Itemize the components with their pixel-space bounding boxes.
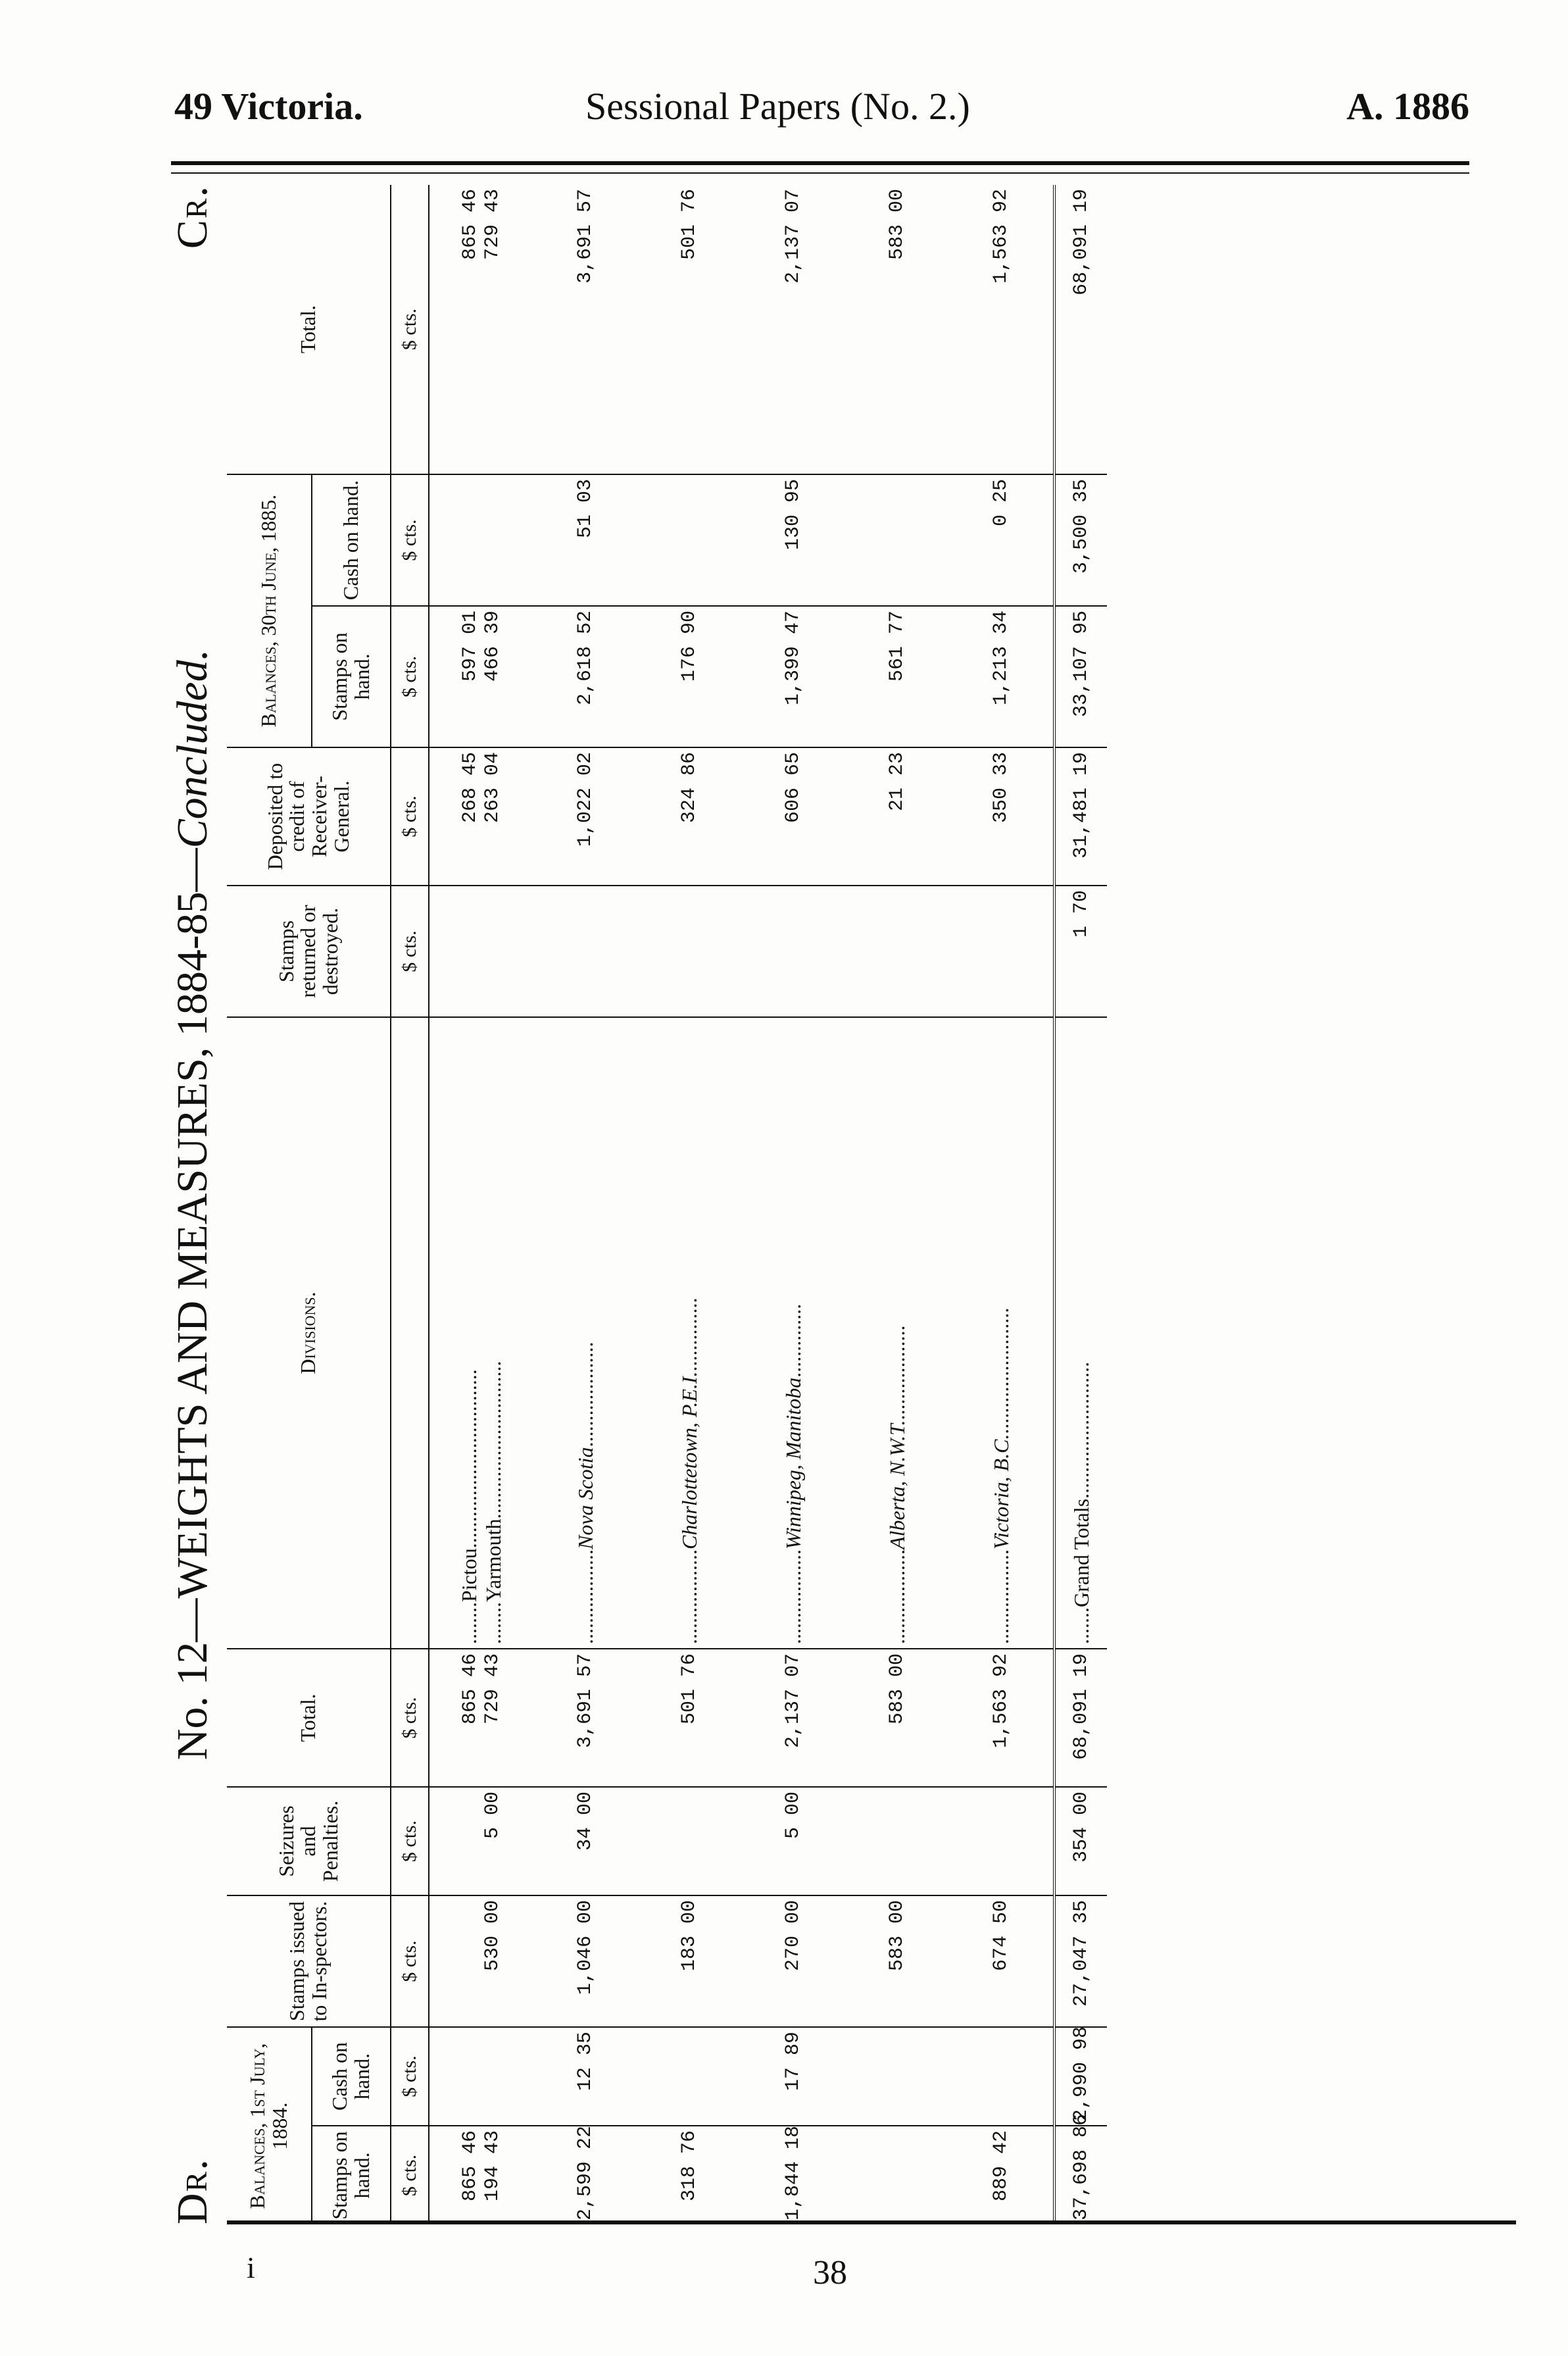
cell-returned [741, 886, 845, 1017]
cell-cash-1885 [845, 474, 949, 606]
cell-stamps-1884: 865 46 194 43 [429, 2126, 533, 2224]
col-stamps-on-hand-1885: Stamps on hand. [312, 606, 391, 747]
col-total-cr: Total. [227, 185, 391, 474]
cell-division: ..................Nova Scotia.................... [533, 1017, 637, 1649]
margin-mark: i [247, 2251, 255, 2284]
cell-cash-1884 [429, 2027, 533, 2126]
table-row [533, 185, 637, 2224]
cell-seizures [845, 1787, 949, 1895]
unit-cell: $ cts. [391, 1787, 429, 1895]
cell-total-dr: 583 00 [845, 1649, 949, 1787]
cell-stamps-1885: 176 90 [637, 606, 741, 747]
weights-measures-table [227, 185, 1107, 2224]
unit-cell: $ cts. [391, 2126, 429, 2224]
cell-deposited: 324 86 [637, 747, 741, 886]
cell-total-dr: 501 76 [637, 1649, 741, 1787]
cell-total-dr: 2,137 07 [741, 1649, 845, 1787]
group-balances-1884: Balances, 1st July, 1884. [227, 2027, 312, 2224]
total-cr: 68,091 19 [1054, 185, 1107, 474]
cell-total-cr: 2,137 07 [782, 188, 804, 284]
col-seizures: Seizures and Penalties. [227, 1787, 391, 1895]
col-cash-on-hand-1884: Cash on hand. [312, 2027, 391, 2126]
cell-total-cr: 865 46 729 43 [459, 188, 504, 261]
group-balances-1885: Balances, 30th June, 1885. [227, 474, 312, 747]
debit-label: Dr. [168, 2158, 216, 2224]
cell-returned [429, 886, 533, 1017]
header-rule-thin [171, 172, 1469, 174]
table-row [949, 185, 1054, 2224]
cell-total-cr: 583 00 [886, 188, 908, 261]
header-row-groups [227, 185, 312, 2224]
cell-stamps-1885: 1,213 34 [949, 606, 1054, 747]
unit-cell-blank [391, 1017, 429, 1649]
col-stamps-issued: Stamps issued to In-spectors. [227, 1895, 391, 2027]
cell-deposited: 268 45 263 04 [429, 747, 533, 886]
cell-seizures: 5 00 [429, 1787, 533, 1895]
cell-cash-1884 [845, 2027, 949, 2126]
cell-cash-1884: 17 89 [741, 2027, 845, 2126]
cell-division: ..................Charlottetown, P.E.I............... [637, 1017, 741, 1649]
unit-row [391, 185, 429, 2224]
unit-cell: $ cts. [391, 2027, 429, 2126]
cell-seizures: 34 00 [533, 1787, 637, 1895]
cell-deposited: 606 65 [741, 747, 845, 886]
cell-cash-1885: 0 25 [949, 474, 1054, 606]
unit-cell: $ cts. [391, 886, 429, 1017]
cell-stamps-1884: 318 76 [637, 2126, 741, 2224]
cell-stamps-1885: 597 01 466 39 [429, 606, 533, 747]
table-row [741, 185, 845, 2224]
col-divisions: Divisions. [227, 1017, 391, 1649]
unit-cell: $ cts. [391, 1895, 429, 2027]
cell-total-dr: 3,691 57 [533, 1649, 637, 1787]
cell-returned [845, 886, 949, 1017]
cell-stamps-1885: 2,618 52 [533, 606, 637, 747]
cell-division: ..................Victoria, B.C......................... [949, 1017, 1054, 1649]
cell-seizures [949, 1787, 1054, 1895]
total-seizures: 354 00 [1054, 1787, 1107, 1895]
cell-division: ........Pictou.................................. ........Yarmouth.............................. [429, 1017, 533, 1649]
cell-cash-1884 [949, 2027, 1054, 2126]
unit-cell: $ cts. [391, 185, 429, 474]
rotated-table-block [148, 185, 1496, 2224]
cell-total-dr: 865 46 729 43 [429, 1649, 533, 1787]
cell-issued: 270 00 [741, 1895, 845, 2027]
cell-stamps-1884: 889 42 [949, 2126, 1054, 2224]
cell-issued: 583 00 [845, 1895, 949, 2027]
table-row [429, 185, 533, 2224]
cell-division: ..................Alberta, N.W.T................... [845, 1017, 949, 1649]
cell-cash-1885 [429, 474, 533, 606]
credit-label: Cr. [168, 185, 216, 249]
col-cash-on-hand-1885: Cash on hand. [312, 474, 391, 606]
total-stamps-1885: 33,107 95 [1054, 606, 1107, 747]
cell-cash-1885 [637, 474, 741, 606]
unit-cell: $ cts. [391, 1649, 429, 1787]
total-issued: 27,047 35 [1054, 1895, 1107, 2027]
cell-division: ..................Winnipeg, Manitoba.............. [741, 1017, 845, 1649]
cell-returned [533, 886, 637, 1017]
cell-deposited: 1,022 02 [533, 747, 637, 886]
header-rule [171, 161, 1469, 165]
cell-issued: 1,046 00 [533, 1895, 637, 2027]
cell-deposited: 21 23 [845, 747, 949, 886]
total-deposited: 31,481 19 [1054, 747, 1107, 886]
page-number: 38 [813, 2254, 847, 2292]
cell-issued: 183 00 [637, 1895, 741, 2027]
total-dr: 68,091 19 [1054, 1649, 1107, 1787]
cell-total-cr: 501 76 [678, 188, 700, 261]
cell-stamps-1884: 1,844 18 [741, 2126, 845, 2224]
total-cash-1885: 3,500 35 [1054, 474, 1107, 606]
grand-totals-row [1054, 185, 1107, 2224]
cell-returned [949, 886, 1054, 1017]
running-head-left: 49 Victoria. [174, 85, 363, 128]
table-row [845, 185, 949, 2224]
cell-deposited: 350 33 [949, 747, 1054, 886]
cell-total-dr: 1,563 92 [949, 1649, 1054, 1787]
col-deposited: Deposited to credit of Receiver-General. [227, 747, 391, 886]
total-returned: 1 70 [1054, 886, 1107, 1017]
cell-total-cr: 3,691 57 [574, 188, 597, 284]
cell-stamps-1885: 561 77 [845, 606, 949, 747]
unit-cell: $ cts. [391, 606, 429, 747]
cell-returned [637, 886, 741, 1017]
cell-total-cr: 1,563 92 [990, 188, 1012, 284]
grand-totals-label: .......Grand Totals.......................... [1054, 1017, 1107, 1649]
cell-cash-1884 [637, 2027, 741, 2126]
total-cash-1884: 2,990 98 [1054, 2027, 1107, 2126]
unit-cell: $ cts. [391, 474, 429, 606]
cell-issued: 674 50 [949, 1895, 1054, 2027]
table-row [637, 185, 741, 2224]
unit-cell: $ cts. [391, 747, 429, 886]
cell-cash-1884: 12 35 [533, 2027, 637, 2126]
total-stamps-1884: 37,698 86 [1054, 2126, 1107, 2224]
cell-stamps-1885: 1,399 47 [741, 606, 845, 747]
cell-stamps-1884: 2,599 22 [533, 2126, 637, 2224]
cell-seizures: 5 00 [741, 1787, 845, 1895]
running-head-right: A. 1886 [1346, 85, 1469, 128]
cell-cash-1885: 51 03 [533, 474, 637, 606]
cell-stamps-1884 [845, 2126, 949, 2224]
table-title: No. 12—WEIGHTS AND MEASURES, 1884-85—Concluded. [168, 649, 216, 1761]
running-head-center: Sessional Papers (No. 2.) [585, 85, 970, 128]
cell-seizures [637, 1787, 741, 1895]
col-total-dr: Total. [227, 1649, 391, 1787]
col-stamps-returned: Stamps returned or destroyed. [227, 886, 391, 1017]
col-stamps-on-hand-1884: Stamps on hand. [312, 2126, 391, 2224]
cell-issued: 530 00 [429, 1895, 533, 2027]
cell-cash-1885: 130 95 [741, 474, 845, 606]
